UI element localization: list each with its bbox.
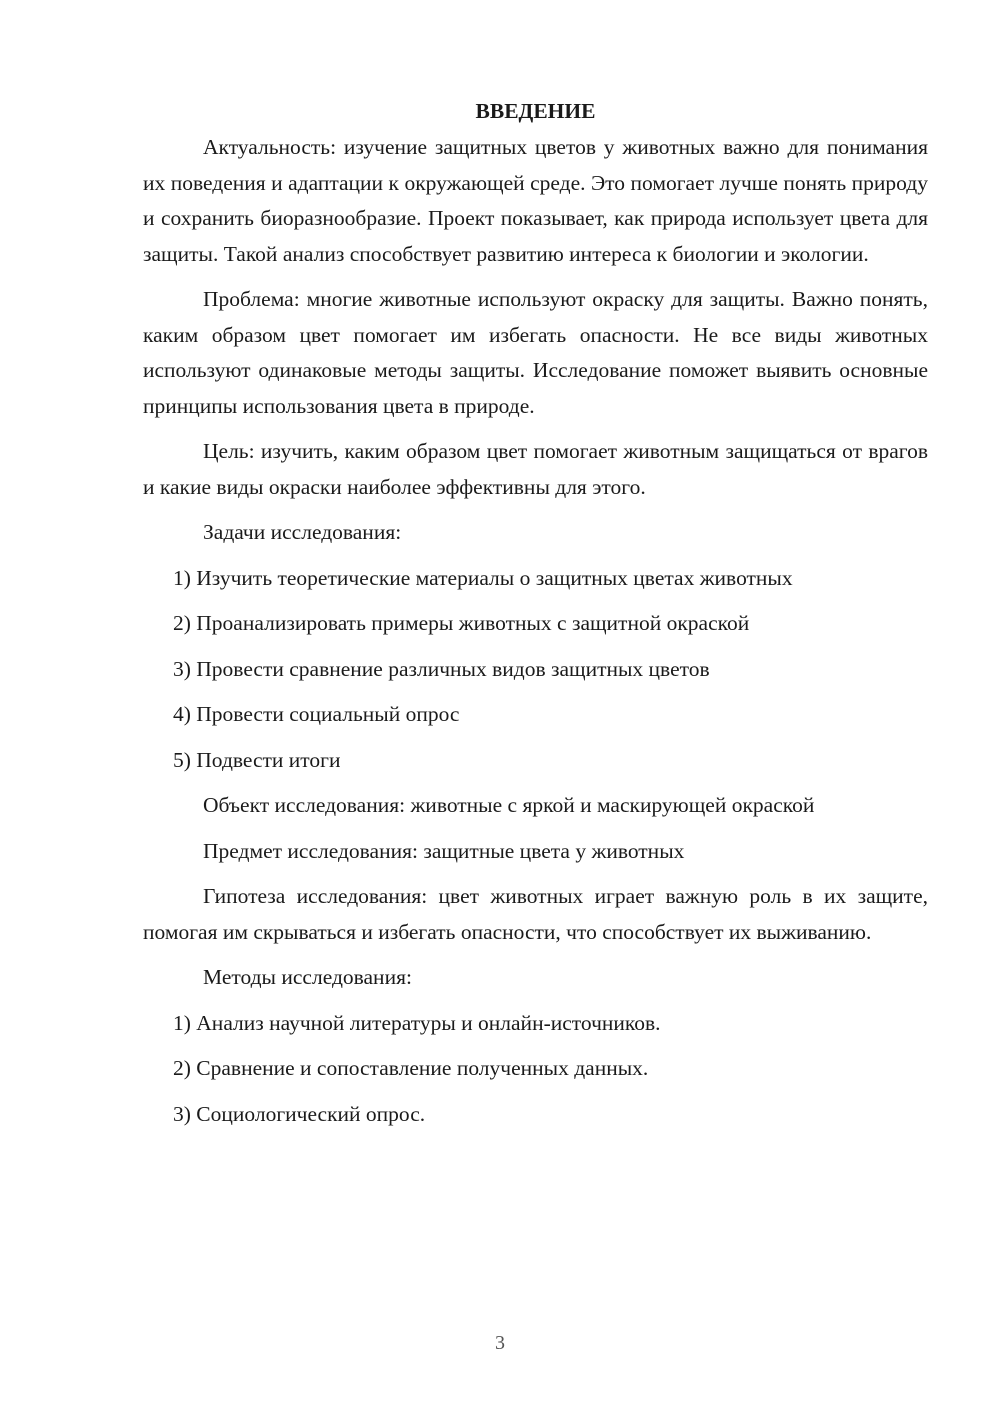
task-item: 3) Провести сравнение различных видов защитных цветов xyxy=(173,656,710,681)
tasks-list xyxy=(143,561,928,779)
methods-heading: Методы исследования: xyxy=(203,965,412,989)
document-page xyxy=(143,94,928,1142)
task-item: 5) Подвести итоги xyxy=(173,747,341,772)
object-line: Объект исследования: животные с яркой и маскирующей окраской xyxy=(203,793,815,817)
task-item: 4) Провести социальный опрос xyxy=(173,702,460,726)
problem-paragraph: Проблема: многие животные используют окраску для защиты. Важно понять, каким образом цвет помогает им избегать опасности. Не все виды животных используют одинаковые методы защиты. Исследование поможет выявить основные принципы использования цвета в природе. xyxy=(143,287,928,418)
hypothesis-paragraph: Гипотеза исследования: цвет животных играет важную роль в их защите, помогая им скрываться и избегать опасности, что способствует их выживанию. xyxy=(143,884,928,944)
page-number: 3 xyxy=(495,1332,505,1354)
goal-paragraph: Цель: изучить, каким образом цвет помогает животным защищаться от врагов и какие виды окраски наиболее эффективны для этого. xyxy=(143,439,928,499)
methods-list xyxy=(143,1006,928,1133)
section-title: ВВЕДЕНИЕ xyxy=(475,99,596,123)
subject-line: Предмет исследования: защитные цвета у животных xyxy=(203,838,685,863)
method-item: 3) Социологический опрос. xyxy=(173,1101,426,1126)
relevance-paragraph: Актуальность: изучение защитных цветов у животных важно для понимания их поведения и адаптации к окружающей среде. Это помогает лучше понять природу и сохранить биоразнообразие. Проект показывает, как природа использует цвета для защиты. Такой анализ способствует развитию интереса к биологии и экологии. xyxy=(143,135,928,266)
task-item: 2) Проанализировать примеры животных с защитной окраской xyxy=(173,611,750,635)
tasks-heading: Задачи исследования: xyxy=(203,520,402,544)
task-item: 1) Изучить теоретические материалы о защитных цветах животных xyxy=(173,565,793,590)
method-item: 2) Сравнение и сопоставление полученных данных. xyxy=(173,1056,649,1080)
method-item: 1) Анализ научной литературы и онлайн-источников. xyxy=(173,1010,661,1035)
